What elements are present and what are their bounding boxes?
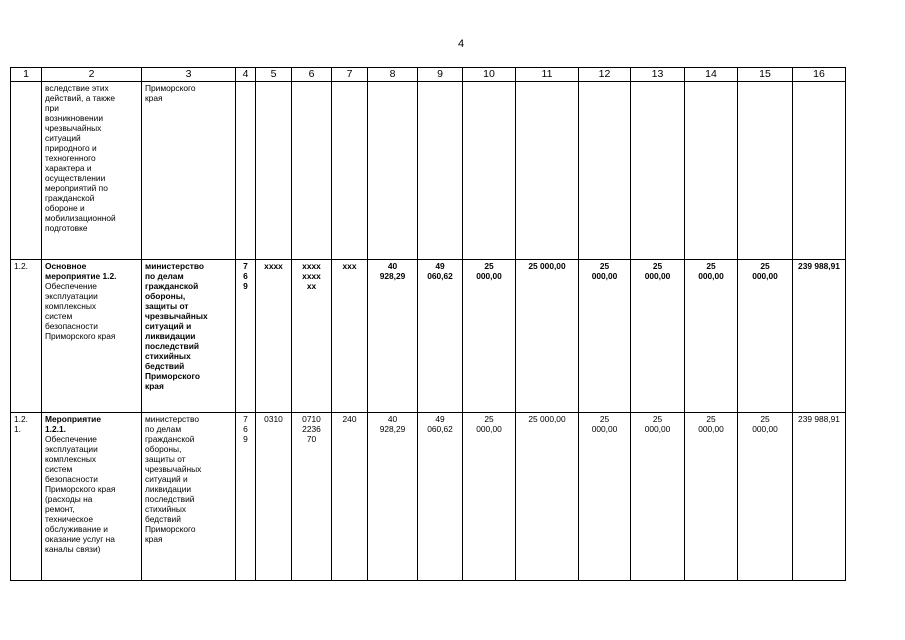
budget-table — [10, 67, 846, 581]
header-cell: 4 — [236, 68, 256, 82]
header-cell: 13 — [631, 68, 685, 82]
expense-type-cell: 240 — [332, 413, 368, 581]
header-cell: 2 — [42, 68, 142, 82]
amount-cell: 25 000,00 — [579, 413, 631, 581]
amount-cell: 25 000,00 — [516, 413, 579, 581]
cell — [631, 82, 685, 260]
amount-cell: 25 000,00 — [463, 260, 516, 413]
grbs-code-cell: 7 6 9 — [236, 260, 256, 413]
header-cell: 5 — [256, 68, 292, 82]
table-row-1-2-1 — [11, 413, 846, 581]
amount-cell: 25 000,00 — [579, 260, 631, 413]
section-code-cell: хххх — [256, 260, 292, 413]
table-row-1-2 — [11, 260, 846, 413]
measure-title: Мероприятие 1.2.1. — [45, 414, 101, 434]
header-cell: 9 — [418, 68, 463, 82]
total-cell: 239 988,91 — [793, 260, 846, 413]
amount-cell: 25 000,00 — [738, 260, 793, 413]
amount-cell: 25 000,00 — [631, 413, 685, 581]
header-cell: 7 — [332, 68, 368, 82]
header-cell: 3 — [142, 68, 236, 82]
measure-title: Основное мероприятие 1.2. — [45, 261, 117, 281]
header-cell: 6 — [292, 68, 332, 82]
executor-cell: министерство по делам гражданской обороны, защиты от чрезвычайных ситуаций и ликвидации последствий стихийных бедствий Приморского края — [142, 260, 236, 413]
cell — [793, 82, 846, 260]
header-cell: 10 — [463, 68, 516, 82]
amount-cell: 25 000,00 — [738, 413, 793, 581]
measure-name-cell — [42, 260, 142, 413]
cell — [11, 82, 42, 260]
amount-cell: 40 928,29 — [368, 260, 418, 413]
cell — [579, 82, 631, 260]
measure-description: Обеспечение эксплуатации комплексных систем безопасности Приморского края — [45, 281, 116, 341]
executor-cell: министерство по делам гражданской обороны, защиты от чрезвычайных ситуаций и ликвидации последствий стихийных бедствий Приморского края — [142, 413, 236, 581]
table-row-continuation — [11, 82, 846, 260]
page-number: 4 — [458, 38, 465, 50]
target-article-cell: хххх хххх хх — [292, 260, 332, 413]
header-cell: 1 — [11, 68, 42, 82]
amount-cell: 49 060,62 — [418, 260, 463, 413]
expense-type-cell: ххх — [332, 260, 368, 413]
header-cell: 14 — [685, 68, 738, 82]
cell — [332, 82, 368, 260]
row-number-cell: 1.2. 1. — [11, 413, 42, 581]
cell — [236, 82, 256, 260]
amount-cell: 25 000,00 — [463, 413, 516, 581]
cell — [516, 82, 579, 260]
cell — [418, 82, 463, 260]
header-cell: 15 — [738, 68, 793, 82]
header-cell: 16 — [793, 68, 846, 82]
cell — [463, 82, 516, 260]
amount-cell: 25 000,00 — [631, 260, 685, 413]
amount-cell: 25 000,00 — [685, 413, 738, 581]
amount-cell: 49 060,62 — [418, 413, 463, 581]
grbs-code-cell: 7 6 9 — [236, 413, 256, 581]
target-article-cell: 0710 2236 70 — [292, 413, 332, 581]
cell — [368, 82, 418, 260]
amount-cell: 25 000,00 — [685, 260, 738, 413]
cell — [256, 82, 292, 260]
amount-cell: 40 928,29 — [368, 413, 418, 581]
header-cell: 12 — [579, 68, 631, 82]
measure-name-cell: вследствие этих действий, а также при возникновении чрезвычайных ситуаций природного и техногенного характера и осуществлении мероприятий по гражданской обороне и мобилизационной подготовке — [42, 82, 142, 260]
total-cell: 239 988,91 — [793, 413, 846, 581]
header-cell: 11 — [516, 68, 579, 82]
amount-cell: 25 000,00 — [516, 260, 579, 413]
measure-description: Обеспечение эксплуатации комплексных систем безопасности Приморского края (расходы на ремонт, техническое обслуживание и оказание услуг на каналы связи) — [45, 434, 116, 554]
cell — [685, 82, 738, 260]
row-number-cell: 1.2. — [11, 260, 42, 413]
executor-cell: Приморского края — [142, 82, 236, 260]
cell — [292, 82, 332, 260]
header-row — [11, 68, 846, 82]
section-code-cell: 0310 — [256, 413, 292, 581]
cell — [738, 82, 793, 260]
header-cell: 8 — [368, 68, 418, 82]
measure-name-cell — [42, 413, 142, 581]
